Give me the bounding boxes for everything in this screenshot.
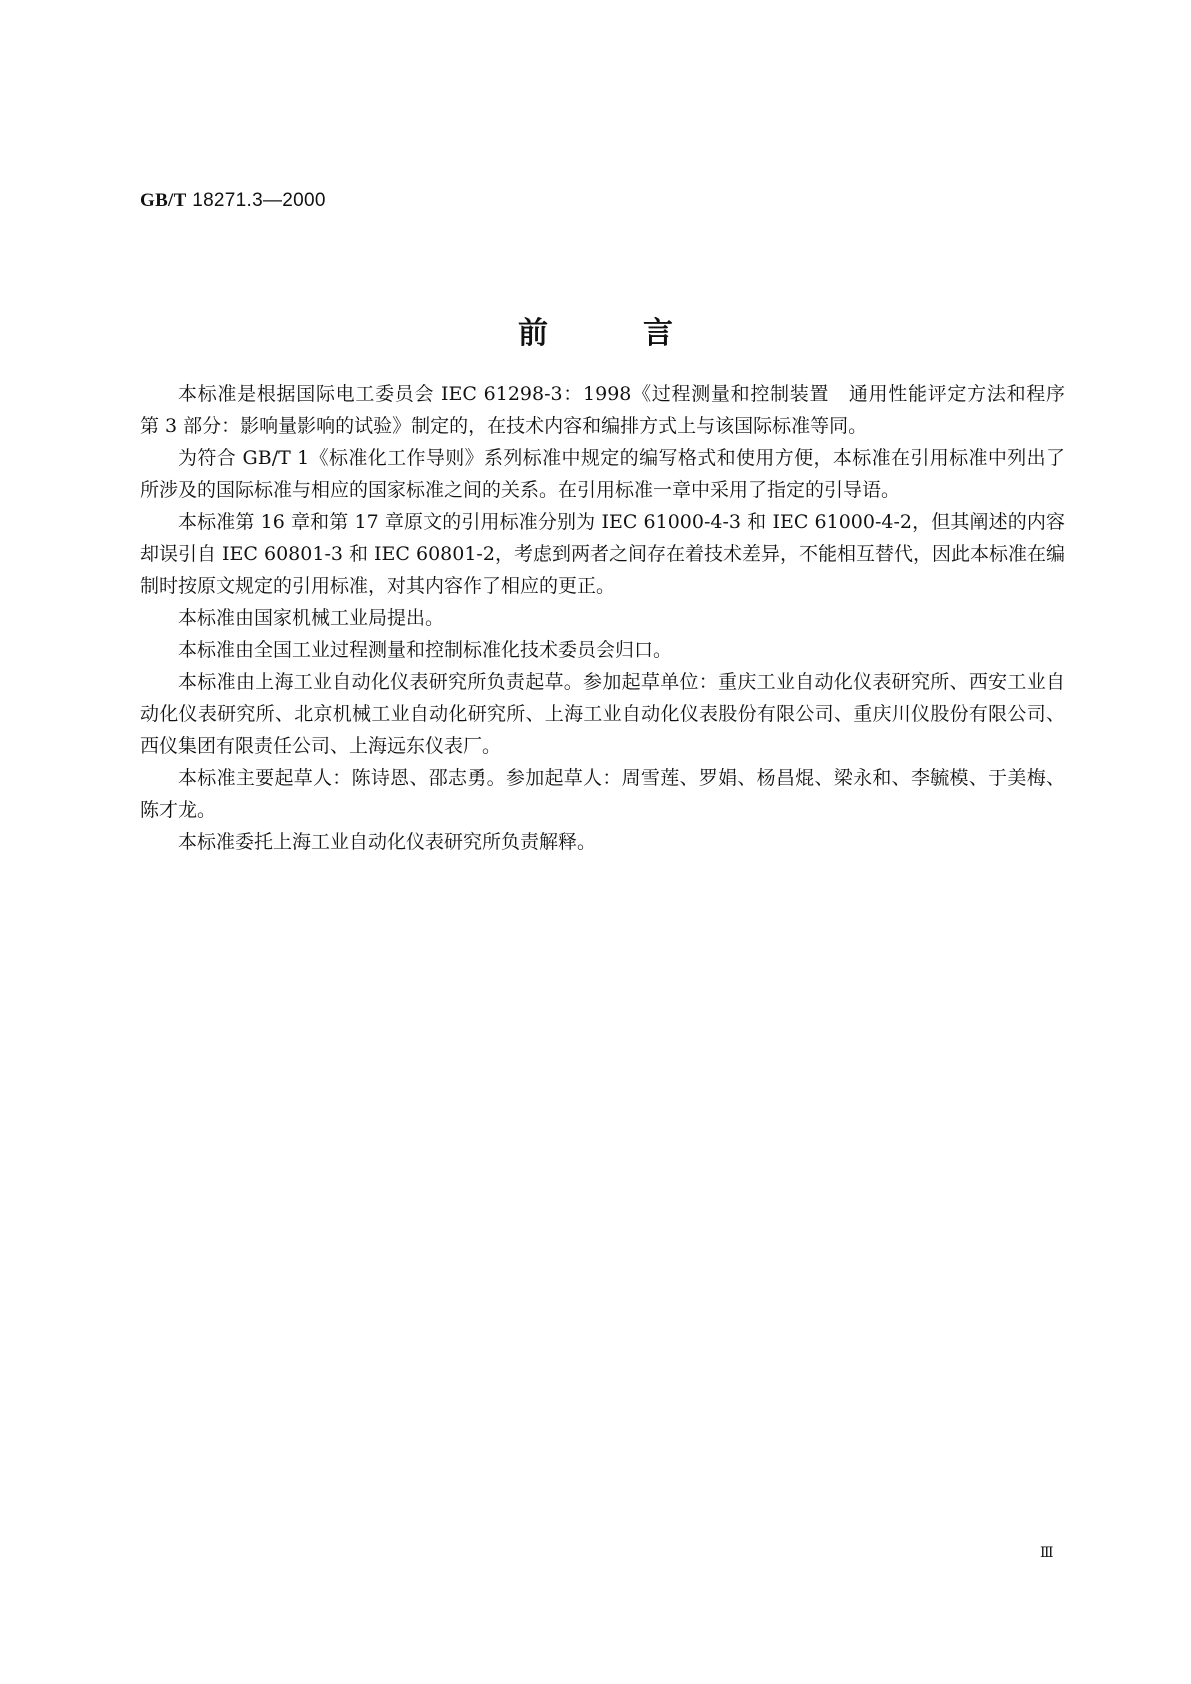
paragraph-basis: 本标准是根据国际电工委员会 IEC 61298-3：1998《过程测量和控制装置 通用性能评定方法和程序 第 3 部分：影响量影响的试验》制定的，在技术内容和编排方式上与该国际标准等同。 xyxy=(140,383,1085,437)
standard-number: 18271.3—2000 xyxy=(192,190,326,211)
paragraph-correction: 本标准第 16 章和第 17 章原文的引用标准分别为 IEC 61000-4-3 和 IEC 61000-4-2，但其阐述的内容却误引自 IEC 60801-3 和 IEC 60801-2，考虑到两者之间存在着技术差异，不能相互替代，因此本标准在编制时按原文规定的引用标准，对其内容作了相应的更正。 xyxy=(140,511,1065,597)
document-code xyxy=(140,190,326,212)
standard-prefix: GB/T xyxy=(140,190,187,211)
paragraph-drafting-units: 本标准由上海工业自动化仪表研究所负责起草。参加起草单位：重庆工业自动化仪表研究所、西安工业自动化仪表研究所、北京机械工业自动化研究所、上海工业自动化仪表股份有限公司、重庆川仪股份有限公司、西仪集团有限责任公司、上海远东仪表厂。 xyxy=(140,671,1065,757)
page-number: Ⅲ xyxy=(1040,1546,1054,1561)
paragraph-interpretation: 本标准委托上海工业自动化仪表研究所负责解释。 xyxy=(178,831,597,853)
paragraph-drafters: 本标准主要起草人：陈诗恩、邵志勇。参加起草人：周雪莲、罗娟、杨昌焜、梁永和、李毓模、于美梅、陈才龙。 xyxy=(140,767,1065,821)
foreword-body xyxy=(140,378,1085,858)
paragraph-format: 为符合 GB/T 1《标准化工作导则》系列标准中规定的编写格式和使用方便，本标准在引用标准中列出了所涉及的国际标准与相应的国家标准之间的关系。在引用标准一章中采用了指定的引导语。 xyxy=(140,447,1065,501)
section-title: 前言 xyxy=(518,316,768,351)
paragraph-committee: 本标准由全国工业过程测量和控制标准化技术委员会归口。 xyxy=(178,639,673,661)
paragraph-proposer: 本标准由国家机械工业局提出。 xyxy=(178,607,445,629)
